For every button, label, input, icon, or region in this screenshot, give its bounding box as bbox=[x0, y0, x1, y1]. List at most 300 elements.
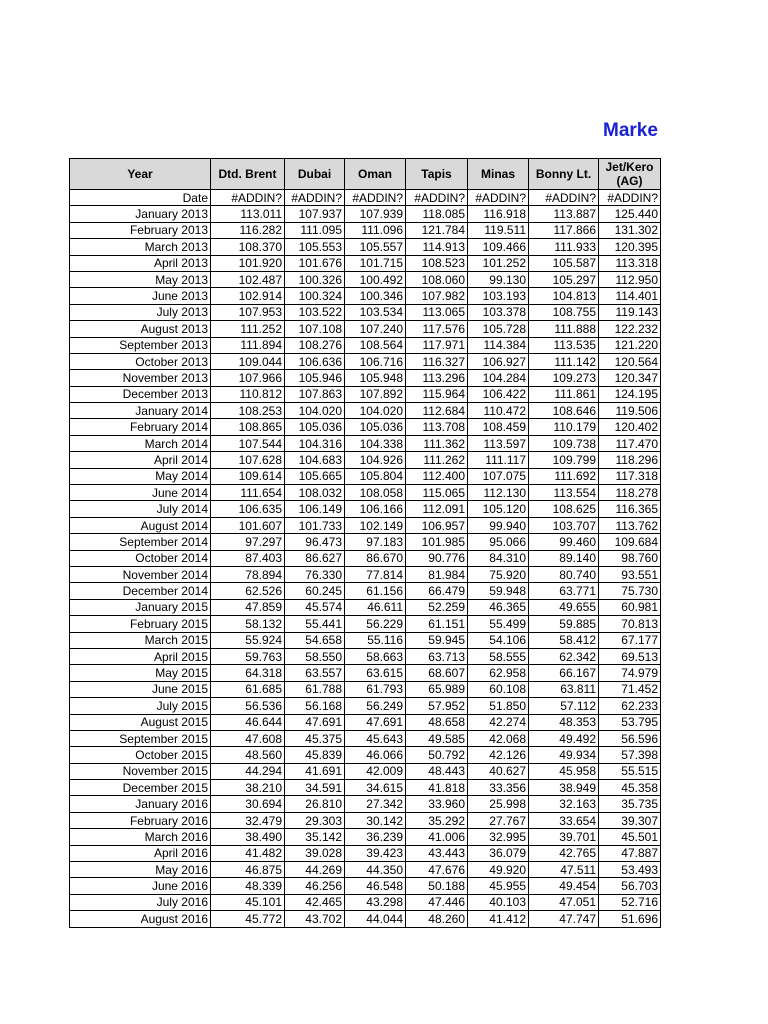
cell-minas: 59.948 bbox=[468, 583, 529, 599]
cell-oman: 105.948 bbox=[345, 370, 406, 386]
cell-tapis: 50.792 bbox=[406, 747, 468, 763]
cell-year: February 2014 bbox=[70, 419, 211, 435]
cell-tapis: 113.065 bbox=[406, 304, 468, 320]
cell-dtd-brent: 46.875 bbox=[211, 862, 285, 878]
table-row bbox=[70, 337, 661, 353]
table-row bbox=[70, 730, 661, 746]
cell-bonny-lt: 111.861 bbox=[529, 386, 599, 402]
table-row bbox=[70, 566, 661, 582]
cell-bonny-lt: 111.692 bbox=[529, 468, 599, 484]
cell-tapis: 68.607 bbox=[406, 665, 468, 681]
cell-dubai: 35.142 bbox=[285, 829, 345, 845]
cell-dubai: 107.937 bbox=[285, 206, 345, 222]
cell-dtd-brent: 46.644 bbox=[211, 714, 285, 730]
cell-minas: 40.103 bbox=[468, 894, 529, 910]
header-oman: Oman bbox=[345, 159, 406, 190]
cell-oman: 104.338 bbox=[345, 435, 406, 451]
cell-oman: 108.058 bbox=[345, 485, 406, 501]
cell-year: December 2013 bbox=[70, 386, 211, 402]
page-title: Marke bbox=[603, 120, 658, 141]
cell-oman: 43.298 bbox=[345, 894, 406, 910]
table-row bbox=[70, 304, 661, 320]
cell-dubai: 63.557 bbox=[285, 665, 345, 681]
cell-minas: 33.356 bbox=[468, 780, 529, 796]
table-row bbox=[70, 452, 661, 468]
cell-oman: 61.156 bbox=[345, 583, 406, 599]
cell-minas: 32.995 bbox=[468, 829, 529, 845]
header-dubai: Dubai bbox=[285, 159, 345, 190]
cell-dtd-brent: 107.953 bbox=[211, 304, 285, 320]
cell-dtd-brent: 109.044 bbox=[211, 353, 285, 369]
cell-dtd-brent: 108.370 bbox=[211, 239, 285, 255]
cell-minas: 58.555 bbox=[468, 648, 529, 664]
cell-minas: 113.597 bbox=[468, 435, 529, 451]
cell-tapis: 112.400 bbox=[406, 468, 468, 484]
cell-tapis: 113.708 bbox=[406, 419, 468, 435]
cell-jet-kero: 118.296 bbox=[599, 452, 661, 468]
cell-oman: 104.020 bbox=[345, 403, 406, 419]
cell-jet-kero: 113.318 bbox=[599, 255, 661, 271]
cell-dtd-brent: 113.011 bbox=[211, 206, 285, 222]
cell-dtd-brent: 106.635 bbox=[211, 501, 285, 517]
cell-oman: 97.183 bbox=[345, 534, 406, 550]
cell-minas: 110.472 bbox=[468, 403, 529, 419]
cell-oman: 100.346 bbox=[345, 288, 406, 304]
cell-jet-kero: 45.501 bbox=[599, 829, 661, 845]
cell-year: July 2014 bbox=[70, 501, 211, 517]
cell-dubai: 44.269 bbox=[285, 862, 345, 878]
cell-year: May 2015 bbox=[70, 665, 211, 681]
cell-oman: 105.036 bbox=[345, 419, 406, 435]
cell-year: August 2013 bbox=[70, 321, 211, 337]
cell-dubai: 45.574 bbox=[285, 599, 345, 615]
cell-dubai: 111.095 bbox=[285, 222, 345, 238]
cell-dtd-brent: 101.920 bbox=[211, 255, 285, 271]
cell-tapis: 115.065 bbox=[406, 485, 468, 501]
cell-minas: 42.068 bbox=[468, 730, 529, 746]
cell-jet-kero: 116.365 bbox=[599, 501, 661, 517]
cell-bonny-lt: 108.646 bbox=[529, 403, 599, 419]
cell-dtd-brent: 48.560 bbox=[211, 747, 285, 763]
cell-jet-kero: 119.506 bbox=[599, 403, 661, 419]
cell-dtd-brent: 59.763 bbox=[211, 648, 285, 664]
cell-bonny-lt: 49.454 bbox=[529, 878, 599, 894]
cell-dtd-brent: 62.526 bbox=[211, 583, 285, 599]
cell-dubai: 108.276 bbox=[285, 337, 345, 353]
cell-year: January 2016 bbox=[70, 796, 211, 812]
cell-oman: 46.548 bbox=[345, 878, 406, 894]
cell-minas: 103.378 bbox=[468, 304, 529, 320]
cell-oman: 107.892 bbox=[345, 386, 406, 402]
cell-jet-kero: 47.887 bbox=[599, 845, 661, 861]
cell-jet-kero: 35.735 bbox=[599, 796, 661, 812]
cell-tapis: 61.151 bbox=[406, 616, 468, 632]
cell-bonny-lt: 63.811 bbox=[529, 681, 599, 697]
cell-jet-kero: 51.696 bbox=[599, 911, 661, 927]
cell-year: July 2015 bbox=[70, 698, 211, 714]
cell-tapis: 113.296 bbox=[406, 370, 468, 386]
cell-dtd-brent: 38.210 bbox=[211, 780, 285, 796]
table-row bbox=[70, 239, 661, 255]
cell-tapis: 47.676 bbox=[406, 862, 468, 878]
cell-dtd-brent: 107.966 bbox=[211, 370, 285, 386]
table-row bbox=[70, 812, 661, 828]
cell-year: January 2013 bbox=[70, 206, 211, 222]
cell-dubai: 101.733 bbox=[285, 517, 345, 533]
table-row bbox=[70, 862, 661, 878]
cell-tapis: 50.188 bbox=[406, 878, 468, 894]
table-row bbox=[70, 190, 661, 206]
cell-tapis: 101.985 bbox=[406, 534, 468, 550]
cell-dtd-brent: 116.282 bbox=[211, 222, 285, 238]
cell-year: March 2016 bbox=[70, 829, 211, 845]
cell-jet-kero: 53.493 bbox=[599, 862, 661, 878]
cell-jet-kero: 114.401 bbox=[599, 288, 661, 304]
cell-minas: 36.079 bbox=[468, 845, 529, 861]
cell-minas: 103.193 bbox=[468, 288, 529, 304]
cell-tapis: 66.479 bbox=[406, 583, 468, 599]
cell-jet-kero: 52.716 bbox=[599, 894, 661, 910]
cell-minas: 42.126 bbox=[468, 747, 529, 763]
cell-bonny-lt: 108.755 bbox=[529, 304, 599, 320]
cell-minas: 46.365 bbox=[468, 599, 529, 615]
table-row bbox=[70, 288, 661, 304]
cell-oman: 39.423 bbox=[345, 845, 406, 861]
header-dtd-brent: Dtd. Brent bbox=[211, 159, 285, 190]
cell-tapis: 112.091 bbox=[406, 501, 468, 517]
cell-jet-kero: 120.395 bbox=[599, 239, 661, 255]
cell-dtd-brent: 109.614 bbox=[211, 468, 285, 484]
cell-dtd-brent: 107.628 bbox=[211, 452, 285, 468]
cell-dtd-brent: 108.253 bbox=[211, 403, 285, 419]
cell-dtd-brent: 97.297 bbox=[211, 534, 285, 550]
cell-dtd-brent: 107.544 bbox=[211, 435, 285, 451]
cell-minas: 95.066 bbox=[468, 534, 529, 550]
cell-year: October 2013 bbox=[70, 353, 211, 369]
cell-year: February 2013 bbox=[70, 222, 211, 238]
cell-minas: 49.920 bbox=[468, 862, 529, 878]
cell-bonny-lt: 38.949 bbox=[529, 780, 599, 796]
cell-bonny-lt: 117.866 bbox=[529, 222, 599, 238]
cell-minas: 104.284 bbox=[468, 370, 529, 386]
cell-jet-kero: 120.402 bbox=[599, 419, 661, 435]
cell-tapis: 47.446 bbox=[406, 894, 468, 910]
table-row bbox=[70, 403, 661, 419]
cell-tapis: 106.957 bbox=[406, 517, 468, 533]
cell-minas: 41.412 bbox=[468, 911, 529, 927]
cell-oman: 104.926 bbox=[345, 452, 406, 468]
cell-dubai: 46.256 bbox=[285, 878, 345, 894]
cell-minas: 99.130 bbox=[468, 271, 529, 287]
cell-bonny-lt: 48.353 bbox=[529, 714, 599, 730]
cell-tapis: 107.982 bbox=[406, 288, 468, 304]
cell-dtd-brent: 102.487 bbox=[211, 271, 285, 287]
cell-dtd-brent: 101.607 bbox=[211, 517, 285, 533]
cell-dubai: 43.702 bbox=[285, 911, 345, 927]
cell-bonny-lt: 113.887 bbox=[529, 206, 599, 222]
cell-dubai: 45.375 bbox=[285, 730, 345, 746]
cell-minas: 101.252 bbox=[468, 255, 529, 271]
cell-jet-kero: 121.220 bbox=[599, 337, 661, 353]
cell-dubai: 100.326 bbox=[285, 271, 345, 287]
cell-year: April 2014 bbox=[70, 452, 211, 468]
cell-bonny-lt: 47.051 bbox=[529, 894, 599, 910]
cell-oman: 105.557 bbox=[345, 239, 406, 255]
cell-dtd-brent: 45.101 bbox=[211, 894, 285, 910]
cell-oman: 27.342 bbox=[345, 796, 406, 812]
cell-dtd-brent: 47.608 bbox=[211, 730, 285, 746]
cell-dubai: 103.522 bbox=[285, 304, 345, 320]
cell-dtd-brent: 102.914 bbox=[211, 288, 285, 304]
cell-bonny-lt: 89.140 bbox=[529, 550, 599, 566]
table-row bbox=[70, 321, 661, 337]
cell-dtd-brent: #ADDIN? bbox=[211, 190, 285, 206]
cell-jet-kero: 117.470 bbox=[599, 435, 661, 451]
cell-dubai: 100.324 bbox=[285, 288, 345, 304]
cell-year: November 2013 bbox=[70, 370, 211, 386]
cell-jet-kero: 70.813 bbox=[599, 616, 661, 632]
cell-dtd-brent: 30.694 bbox=[211, 796, 285, 812]
cell-bonny-lt: 39.701 bbox=[529, 829, 599, 845]
cell-year: April 2015 bbox=[70, 648, 211, 664]
cell-minas: 45.955 bbox=[468, 878, 529, 894]
cell-tapis: 41.818 bbox=[406, 780, 468, 796]
cell-year: April 2013 bbox=[70, 255, 211, 271]
cell-dtd-brent: 45.772 bbox=[211, 911, 285, 927]
cell-bonny-lt: 49.655 bbox=[529, 599, 599, 615]
cell-jet-kero: 125.440 bbox=[599, 206, 661, 222]
cell-dubai: 105.036 bbox=[285, 419, 345, 435]
cell-bonny-lt: 66.167 bbox=[529, 665, 599, 681]
table-row bbox=[70, 599, 661, 615]
cell-minas: 116.918 bbox=[468, 206, 529, 222]
cell-dubai: 45.839 bbox=[285, 747, 345, 763]
cell-bonny-lt: 109.273 bbox=[529, 370, 599, 386]
cell-minas: 62.958 bbox=[468, 665, 529, 681]
cell-oman: 111.096 bbox=[345, 222, 406, 238]
cell-dubai: 105.665 bbox=[285, 468, 345, 484]
cell-jet-kero: 131.302 bbox=[599, 222, 661, 238]
cell-oman: 103.534 bbox=[345, 304, 406, 320]
cell-jet-kero: 124.195 bbox=[599, 386, 661, 402]
cell-tapis: 57.952 bbox=[406, 698, 468, 714]
cell-oman: 30.142 bbox=[345, 812, 406, 828]
cell-jet-kero: 112.950 bbox=[599, 271, 661, 287]
cell-jet-kero: 39.307 bbox=[599, 812, 661, 828]
cell-tapis: 48.260 bbox=[406, 911, 468, 927]
cell-oman: 47.691 bbox=[345, 714, 406, 730]
cell-bonny-lt: 45.958 bbox=[529, 763, 599, 779]
cell-jet-kero: 98.760 bbox=[599, 550, 661, 566]
cell-dubai: 54.658 bbox=[285, 632, 345, 648]
table-row bbox=[70, 616, 661, 632]
cell-year: October 2015 bbox=[70, 747, 211, 763]
cell-minas: 114.384 bbox=[468, 337, 529, 353]
cell-jet-kero: 122.232 bbox=[599, 321, 661, 337]
table-row bbox=[70, 632, 661, 648]
table-row bbox=[70, 845, 661, 861]
cell-tapis: 35.292 bbox=[406, 812, 468, 828]
cell-bonny-lt: 111.933 bbox=[529, 239, 599, 255]
cell-tapis: 117.576 bbox=[406, 321, 468, 337]
table-row bbox=[70, 583, 661, 599]
cell-dubai: 56.168 bbox=[285, 698, 345, 714]
cell-dtd-brent: 61.685 bbox=[211, 681, 285, 697]
header-row bbox=[70, 159, 661, 190]
cell-tapis: 112.684 bbox=[406, 403, 468, 419]
market-price-table bbox=[69, 158, 661, 928]
table-row bbox=[70, 255, 661, 271]
cell-dtd-brent: 55.924 bbox=[211, 632, 285, 648]
cell-bonny-lt: 47.511 bbox=[529, 862, 599, 878]
cell-minas: 107.075 bbox=[468, 468, 529, 484]
cell-minas: 106.927 bbox=[468, 353, 529, 369]
table-row bbox=[70, 714, 661, 730]
cell-jet-kero: 60.981 bbox=[599, 599, 661, 615]
cell-dtd-brent: 110.812 bbox=[211, 386, 285, 402]
cell-tapis: 116.327 bbox=[406, 353, 468, 369]
table-row bbox=[70, 419, 661, 435]
cell-tapis: 118.085 bbox=[406, 206, 468, 222]
cell-bonny-lt: 62.342 bbox=[529, 648, 599, 664]
cell-bonny-lt: 58.412 bbox=[529, 632, 599, 648]
cell-dubai: 60.245 bbox=[285, 583, 345, 599]
cell-dubai: 41.691 bbox=[285, 763, 345, 779]
cell-minas: 84.310 bbox=[468, 550, 529, 566]
table-row bbox=[70, 878, 661, 894]
cell-year: September 2014 bbox=[70, 534, 211, 550]
cell-oman: 34.615 bbox=[345, 780, 406, 796]
table-row bbox=[70, 648, 661, 664]
cell-bonny-lt: 63.771 bbox=[529, 583, 599, 599]
cell-dubai: 107.863 bbox=[285, 386, 345, 402]
cell-dubai: 104.020 bbox=[285, 403, 345, 419]
cell-year: May 2016 bbox=[70, 862, 211, 878]
cell-jet-kero: 69.513 bbox=[599, 648, 661, 664]
cell-bonny-lt: 113.535 bbox=[529, 337, 599, 353]
cell-year: April 2016 bbox=[70, 845, 211, 861]
cell-bonny-lt: 47.747 bbox=[529, 911, 599, 927]
cell-oman: 44.044 bbox=[345, 911, 406, 927]
cell-dubai: 76.330 bbox=[285, 566, 345, 582]
cell-tapis: 81.984 bbox=[406, 566, 468, 582]
cell-jet-kero: #ADDIN? bbox=[599, 190, 661, 206]
cell-minas: 119.511 bbox=[468, 222, 529, 238]
cell-bonny-lt: 113.554 bbox=[529, 485, 599, 501]
cell-dtd-brent: 44.294 bbox=[211, 763, 285, 779]
cell-oman: 107.939 bbox=[345, 206, 406, 222]
cell-bonny-lt: 59.885 bbox=[529, 616, 599, 632]
cell-year: June 2016 bbox=[70, 878, 211, 894]
cell-tapis: 111.262 bbox=[406, 452, 468, 468]
cell-dubai: 47.691 bbox=[285, 714, 345, 730]
cell-tapis: 63.713 bbox=[406, 648, 468, 664]
cell-dubai: 96.473 bbox=[285, 534, 345, 550]
table-row bbox=[70, 550, 661, 566]
cell-year: May 2013 bbox=[70, 271, 211, 287]
table-row bbox=[70, 796, 661, 812]
cell-dtd-brent: 58.132 bbox=[211, 616, 285, 632]
table-row bbox=[70, 435, 661, 451]
cell-tapis: 41.006 bbox=[406, 829, 468, 845]
table-row bbox=[70, 534, 661, 550]
cell-jet-kero: 117.318 bbox=[599, 468, 661, 484]
cell-year: August 2016 bbox=[70, 911, 211, 927]
cell-minas: 108.459 bbox=[468, 419, 529, 435]
cell-oman: 100.492 bbox=[345, 271, 406, 287]
cell-year: January 2014 bbox=[70, 403, 211, 419]
header-tapis: Tapis bbox=[406, 159, 468, 190]
cell-minas: 105.120 bbox=[468, 501, 529, 517]
table-row bbox=[70, 353, 661, 369]
cell-tapis: 111.362 bbox=[406, 435, 468, 451]
cell-jet-kero: 119.143 bbox=[599, 304, 661, 320]
cell-minas: 25.998 bbox=[468, 796, 529, 812]
header-year: Year bbox=[70, 159, 211, 190]
cell-dubai: 29.303 bbox=[285, 812, 345, 828]
cell-dubai: 107.108 bbox=[285, 321, 345, 337]
cell-dtd-brent: 41.482 bbox=[211, 845, 285, 861]
cell-bonny-lt: 105.587 bbox=[529, 255, 599, 271]
table-row bbox=[70, 665, 661, 681]
cell-dtd-brent: 87.403 bbox=[211, 550, 285, 566]
table-row bbox=[70, 747, 661, 763]
cell-dubai: 58.550 bbox=[285, 648, 345, 664]
cell-bonny-lt: 33.654 bbox=[529, 812, 599, 828]
cell-jet-kero: 75.730 bbox=[599, 583, 661, 599]
cell-year: November 2015 bbox=[70, 763, 211, 779]
cell-oman: 107.240 bbox=[345, 321, 406, 337]
cell-oman: 56.249 bbox=[345, 698, 406, 714]
cell-minas: 105.728 bbox=[468, 321, 529, 337]
cell-minas: 60.108 bbox=[468, 681, 529, 697]
cell-oman: 106.166 bbox=[345, 501, 406, 517]
cell-dtd-brent: 111.252 bbox=[211, 321, 285, 337]
cell-dtd-brent: 78.894 bbox=[211, 566, 285, 582]
cell-oman: 63.615 bbox=[345, 665, 406, 681]
cell-dubai: 39.028 bbox=[285, 845, 345, 861]
table-row bbox=[70, 911, 661, 927]
cell-jet-kero: 45.358 bbox=[599, 780, 661, 796]
cell-dubai: #ADDIN? bbox=[285, 190, 345, 206]
cell-tapis: 115.964 bbox=[406, 386, 468, 402]
cell-year: March 2015 bbox=[70, 632, 211, 648]
cell-dtd-brent: 32.479 bbox=[211, 812, 285, 828]
cell-tapis: 48.443 bbox=[406, 763, 468, 779]
cell-dtd-brent: 56.536 bbox=[211, 698, 285, 714]
cell-jet-kero: 120.564 bbox=[599, 353, 661, 369]
header-bonny-lt: Bonny Lt. bbox=[529, 159, 599, 190]
cell-bonny-lt: 108.625 bbox=[529, 501, 599, 517]
cell-year: October 2014 bbox=[70, 550, 211, 566]
table-row bbox=[70, 894, 661, 910]
cell-oman: 45.643 bbox=[345, 730, 406, 746]
cell-bonny-lt: 32.163 bbox=[529, 796, 599, 812]
cell-tapis: 59.945 bbox=[406, 632, 468, 648]
cell-jet-kero: 67.177 bbox=[599, 632, 661, 648]
cell-jet-kero: 71.452 bbox=[599, 681, 661, 697]
cell-jet-kero: 120.347 bbox=[599, 370, 661, 386]
cell-minas: 55.499 bbox=[468, 616, 529, 632]
table-row bbox=[70, 517, 661, 533]
cell-oman: 46.611 bbox=[345, 599, 406, 615]
table-row bbox=[70, 780, 661, 796]
cell-tapis: 121.784 bbox=[406, 222, 468, 238]
cell-dubai: 34.591 bbox=[285, 780, 345, 796]
cell-oman: 101.715 bbox=[345, 255, 406, 271]
cell-minas: 54.106 bbox=[468, 632, 529, 648]
cell-tapis: 33.960 bbox=[406, 796, 468, 812]
